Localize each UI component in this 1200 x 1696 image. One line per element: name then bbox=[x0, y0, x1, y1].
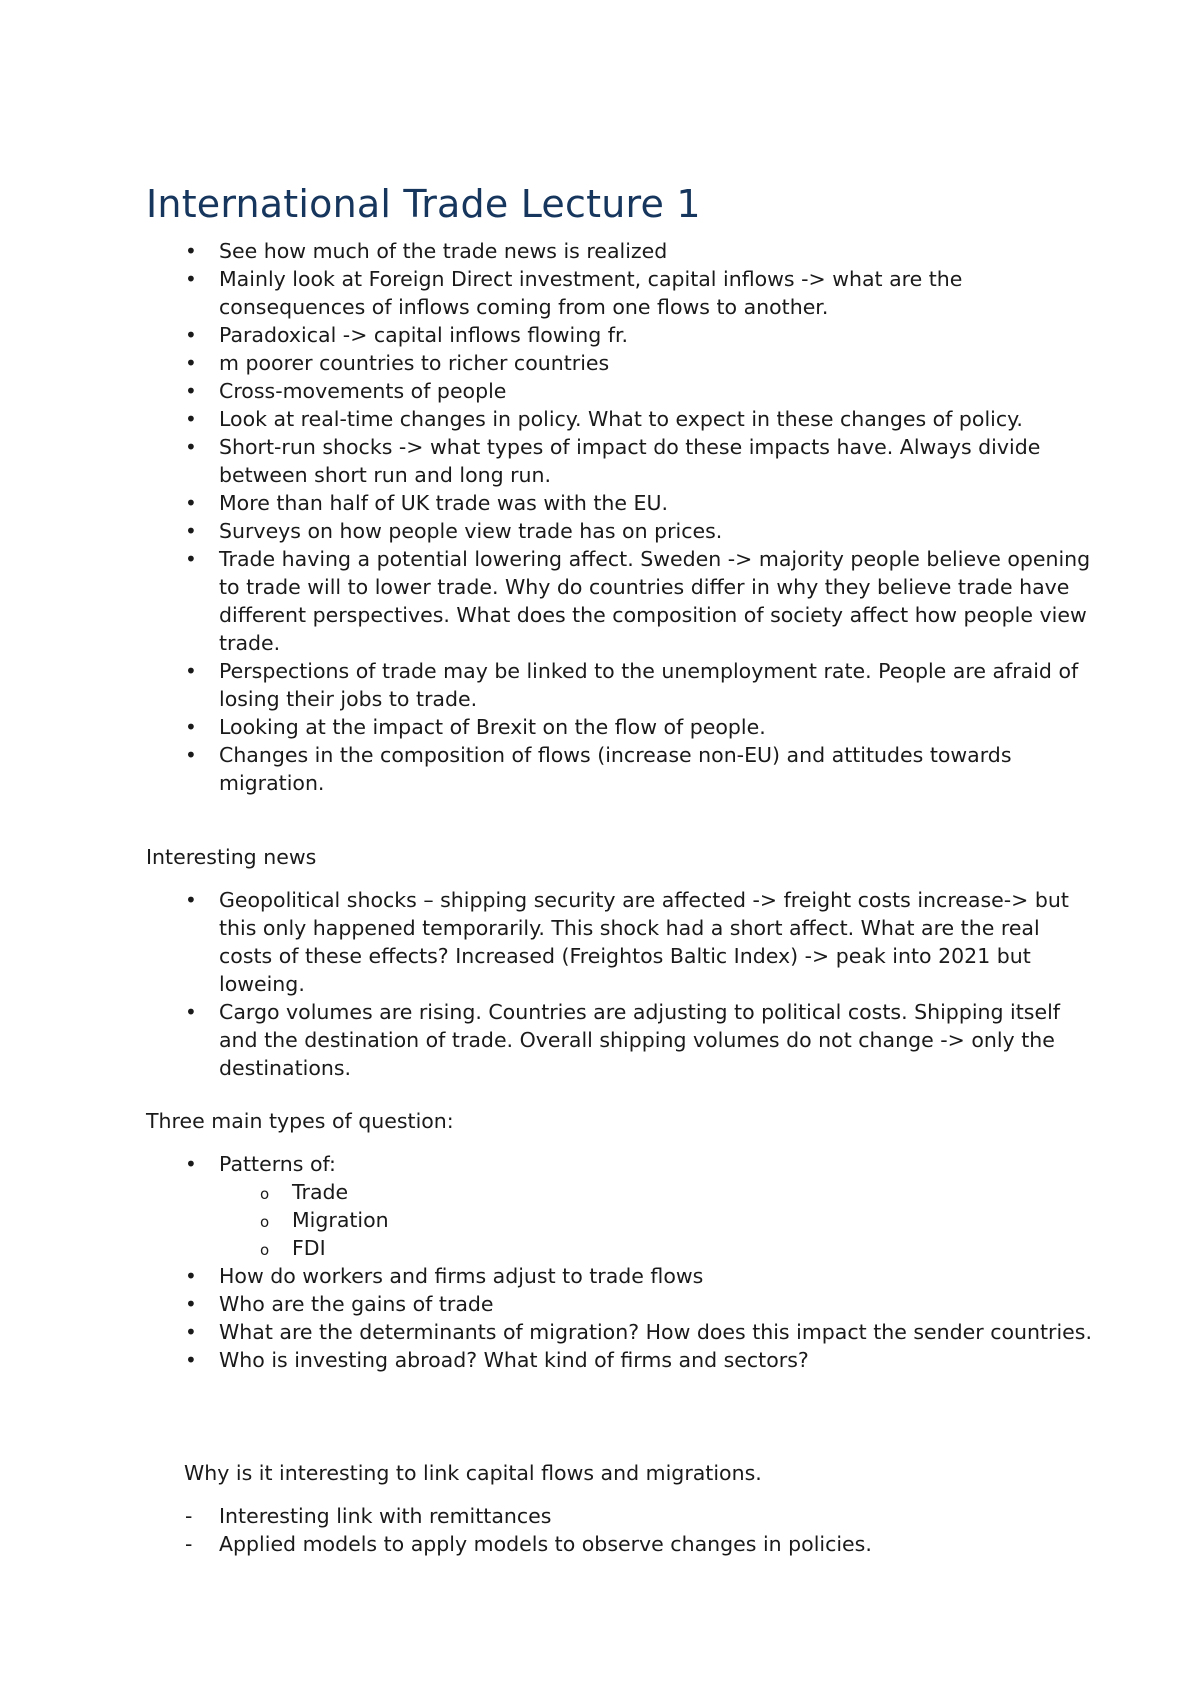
list-item bbox=[185, 405, 1099, 433]
bullet-icon: • bbox=[185, 1000, 197, 1024]
list-item bbox=[185, 349, 1099, 377]
list-item-text: Who is investing abroad? What kind of firms and sectors? bbox=[219, 1348, 809, 1372]
list-item bbox=[185, 545, 1099, 657]
list-item-text: Geopolitical shocks – shipping security are affected -> freight costs increase-> but this only happened temporarily. This shock had a short affect. What are the real costs of these effects? Increased (Freightos Baltic Index) -> peak into 2021 but loweing. bbox=[219, 888, 1069, 996]
bullet-icon: • bbox=[185, 379, 197, 403]
circle-bullet-icon: o bbox=[260, 1213, 270, 1231]
bullet-icon: • bbox=[185, 1348, 197, 1372]
bullet-icon: • bbox=[185, 435, 197, 459]
list-item bbox=[185, 1530, 1099, 1558]
list-item bbox=[185, 489, 1099, 517]
circle-bullet-icon: o bbox=[260, 1241, 270, 1259]
news-list bbox=[185, 886, 1099, 1082]
list-item bbox=[185, 1150, 1099, 1262]
bullet-icon: • bbox=[185, 888, 197, 912]
dash-bullet-icon: - bbox=[185, 1504, 193, 1528]
list-item-text: Interesting link with remittances bbox=[219, 1504, 552, 1528]
bullet-icon: • bbox=[185, 715, 197, 739]
list-item-text: Mainly look at Foreign Direct investment, capital inflows -> what are the consequences of inflows coming from one flows to another. bbox=[219, 267, 963, 319]
bullet-icon: • bbox=[185, 519, 197, 543]
sublist-item bbox=[260, 1178, 1099, 1206]
list-item bbox=[185, 377, 1099, 405]
sublist-item-text: Trade bbox=[292, 1180, 349, 1204]
list-item bbox=[185, 265, 1099, 321]
list-item-text: Cross-movements of people bbox=[219, 379, 507, 403]
questions-list bbox=[185, 1150, 1099, 1374]
bullet-icon: • bbox=[185, 1292, 197, 1316]
bullet-icon: • bbox=[185, 267, 197, 291]
list-item bbox=[185, 1318, 1099, 1346]
sublist-item bbox=[260, 1234, 1099, 1262]
list-item-text: Paradoxical -> capital inflows flowing fr. bbox=[219, 323, 629, 347]
list-item-text: Changes in the composition of flows (increase non-EU) and attitudes towards migration. bbox=[219, 743, 1012, 795]
bullet-icon: • bbox=[185, 743, 197, 767]
list-item-text: How do workers and firms adjust to trade flows bbox=[219, 1264, 704, 1288]
list-item bbox=[185, 1346, 1099, 1374]
dash-list bbox=[185, 1502, 1099, 1558]
list-item bbox=[185, 1290, 1099, 1318]
patterns-sublist bbox=[260, 1178, 1099, 1262]
list-item-text: Trade having a potential lowering affect. Sweden -> majority people believe opening to trade will to lower trade. Why do countries differ in why they believe trade have different perspectives. What does the composition of society affect how people view trade. bbox=[219, 547, 1091, 655]
bullet-icon: • bbox=[185, 407, 197, 431]
section-heading-capital-flows: Why is it interesting to link capital flows and migrations. bbox=[184, 1461, 762, 1485]
section-heading-interesting-news: Interesting news bbox=[146, 845, 317, 869]
list-item bbox=[185, 998, 1099, 1082]
list-item-text: Perspections of trade may be linked to the unemployment rate. People are afraid of losing their jobs to trade. bbox=[219, 659, 1079, 711]
list-item-text: Short-run shocks -> what types of impact do these impacts have. Always divide between short run and long run. bbox=[219, 435, 1041, 487]
page-title: International Trade Lecture 1 bbox=[146, 182, 701, 226]
list-item-text: Who are the gains of trade bbox=[219, 1292, 494, 1316]
sublist-item-text: Migration bbox=[292, 1208, 389, 1232]
list-item-text: Patterns of: bbox=[219, 1152, 336, 1176]
topics-list bbox=[185, 237, 1099, 797]
list-item-text: Look at real-time changes in policy. What to expect in these changes of policy. bbox=[219, 407, 1023, 431]
list-item-text: What are the determinants of migration? How does this impact the sender countries. bbox=[219, 1320, 1092, 1344]
list-item bbox=[185, 433, 1099, 489]
sublist-item-text: FDI bbox=[292, 1236, 326, 1260]
list-item bbox=[185, 1502, 1099, 1530]
list-item bbox=[185, 1262, 1099, 1290]
bullet-icon: • bbox=[185, 1320, 197, 1344]
dash-bullet-icon: - bbox=[185, 1532, 193, 1556]
bullet-icon: • bbox=[185, 239, 197, 263]
bullet-icon: • bbox=[185, 351, 197, 375]
bullet-icon: • bbox=[185, 323, 197, 347]
bullet-icon: • bbox=[185, 1152, 197, 1176]
list-item bbox=[185, 237, 1099, 265]
list-item bbox=[185, 517, 1099, 545]
list-item bbox=[185, 657, 1099, 713]
bullet-icon: • bbox=[185, 547, 197, 571]
list-item-text: m poorer countries to richer countries bbox=[219, 351, 610, 375]
bullet-icon: • bbox=[185, 659, 197, 683]
list-item-text: More than half of UK trade was with the EU. bbox=[219, 491, 668, 515]
bullet-icon: • bbox=[185, 491, 197, 515]
list-item-text: Applied models to apply models to observe changes in policies. bbox=[219, 1532, 872, 1556]
sublist-item bbox=[260, 1206, 1099, 1234]
list-item bbox=[185, 321, 1099, 349]
list-item-text: Looking at the impact of Brexit on the flow of people. bbox=[219, 715, 766, 739]
list-item-text: Surveys on how people view trade has on prices. bbox=[219, 519, 723, 543]
circle-bullet-icon: o bbox=[260, 1185, 270, 1203]
list-item-text: See how much of the trade news is realized bbox=[219, 239, 668, 263]
list-item bbox=[185, 713, 1099, 741]
list-item bbox=[185, 886, 1099, 998]
bullet-icon: • bbox=[185, 1264, 197, 1288]
list-item bbox=[185, 741, 1099, 797]
section-heading-question-types: Three main types of question: bbox=[146, 1109, 454, 1133]
list-item-text: Cargo volumes are rising. Countries are adjusting to political costs. Shipping itself and the destination of trade. Overall shipping volumes do not change -> only the destinations. bbox=[219, 1000, 1060, 1080]
